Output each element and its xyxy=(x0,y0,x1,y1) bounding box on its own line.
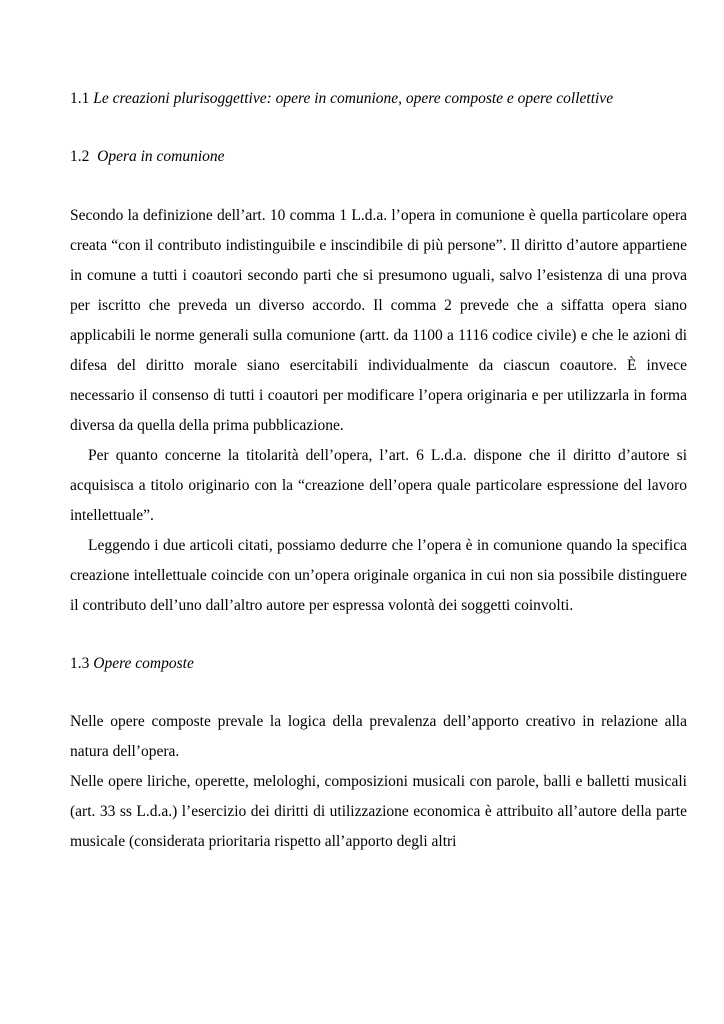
paragraph: Leggendo i due articoli citati, possiamo dedurre che l’opera è in comunione quando la specifica creazione intellettuale coincide con un’opera originale organica in cui non sia possibile distinguere il contributo dell’uno dall’altro autore per espressa volontà dei soggetti coinvolti. xyxy=(70,537,687,614)
document-page xyxy=(70,84,687,857)
paragraph: Nelle opere composte prevale la logica della prevalenza dell’apporto creativo in relazione alla natura dell’opera. xyxy=(70,713,687,760)
section-title: Le creazioni plurisoggettive: opere in comunione, opere composte e opere collettive xyxy=(93,90,614,107)
section-1-2-heading xyxy=(70,142,687,172)
paragraph: Per quanto concerne la titolarità dell’opera, l’art. 6 L.d.a. dispone che il diritto d’autore si acquisisca a titolo originario con la “creazione dell’opera quale particolare espressione del lavoro intellettuale”. xyxy=(70,447,687,524)
paragraph: Secondo la definizione dell’art. 10 comma 1 L.d.a. l’opera in comunione è quella particolare opera creata “con il contributo indistinguibile e inscindibile di più persone”. Il diritto d’autore appartiene in comune a tutti i coautori secondo parti che si presumono uguali, salvo l’esistenza di una prova per iscritto che preveda un diverso accordo. Il comma 2 prevede che a siffatta opera siano applicabili le norme generali sulla comunione (artt. da 1100 a 1116 codice civile) e che le azioni di difesa del diritto morale siano esercitabili individualmente da ciascun coautore. È invece necessario il consenso di tutti i coautori per modificare l’opera originaria e per utilizzarla in forma diversa da quella della prima pubblicazione. xyxy=(70,207,687,434)
section-number: 1.3 xyxy=(70,655,90,672)
section-1-3-heading xyxy=(70,649,687,679)
section-title: Opere composte xyxy=(93,655,194,672)
paragraph: Nelle opere liriche, operette, melologhi, composizioni musicali con parole, balli e balletti musicali (art. 33 ss L.d.a.) l’esercizio dei diritti di utilizzazione economica è attribuito all’autore della parte musicale (considerata prioritaria rispetto all’apporto degli altri xyxy=(70,773,687,850)
section-number: 1.1 xyxy=(70,90,90,107)
section-number: 1.2 xyxy=(70,148,90,165)
section-1-1-heading xyxy=(70,84,687,114)
section-title: Opera in comunione xyxy=(97,148,225,165)
